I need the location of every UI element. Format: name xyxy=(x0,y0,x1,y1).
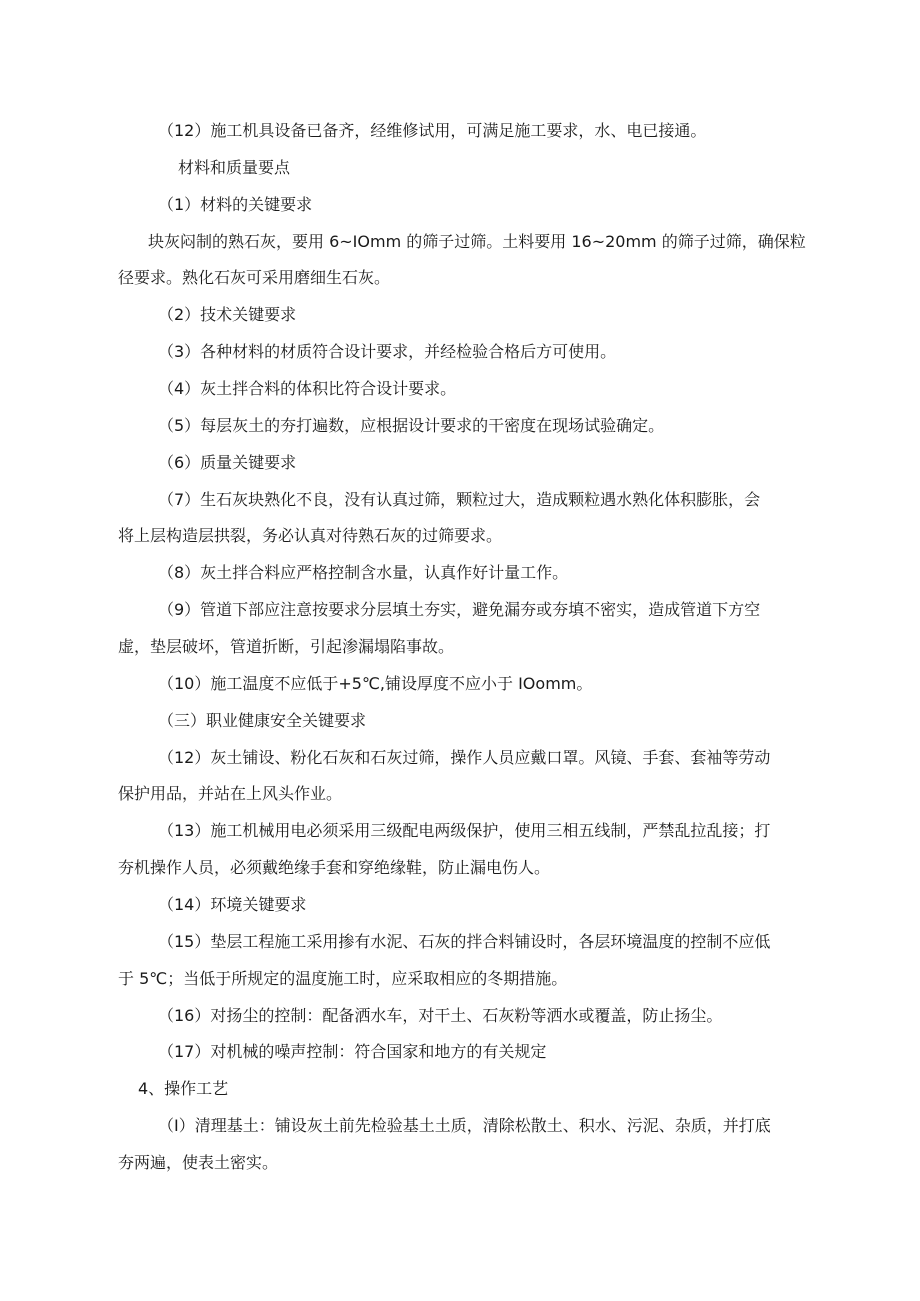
paragraph-line: 径要求。熟化石灰可采用磨细生石灰。 xyxy=(118,268,391,287)
paragraph-line: （5）每层灰土的夯打遍数，应根据设计要求的干密度在现场试验确定。 xyxy=(158,416,665,435)
section-heading: 4、操作工艺 xyxy=(138,1079,229,1098)
paragraph-line: （10）施工温度不应低于+5℃,铺设厚度不应小于 IOomm。 xyxy=(158,674,593,693)
paragraph-line: （3）各种材料的材质符合设计要求，并经检验合格后方可使用。 xyxy=(158,342,617,361)
paragraph-line: （9）管道下部应注意按要求分层填土夯实，避免漏夯或夯填不密实，造成管道下方空 xyxy=(158,600,761,619)
paragraph-line: 夯两遍，使表土密实。 xyxy=(118,1153,279,1172)
paragraph-line: （13）施工机械用电必须采用三级配电两级保护，使用三相五线制，严禁乱拉乱接；打 xyxy=(158,821,771,840)
paragraph-line: （8）灰土拌合料应严格控制含水量，认真作好计量工作。 xyxy=(158,563,569,582)
paragraph-line: （7）生石灰块熟化不良，没有认真过筛，颗粒过大，造成颗粒遇水熟化体积膨胀，会 xyxy=(158,490,761,509)
subsection-heading: （2）技术关键要求 xyxy=(158,305,297,324)
section-heading: 材料和质量要点 xyxy=(178,158,291,177)
subsection-heading: （6）质量关键要求 xyxy=(158,453,297,472)
subsection-heading: （14）环境关键要求 xyxy=(158,895,307,914)
paragraph-line: （15）垫层工程施工采用掺有水泥、石灰的拌合料铺设时，各层环境温度的控制不应低 xyxy=(158,932,771,951)
paragraph-line: 于 5℃；当低于所规定的温度施工时，应采取相应的冬期措施。 xyxy=(118,969,568,988)
paragraph-line: 块灰闷制的熟石灰，要用 6~IOmm 的筛子过筛。土料要用 16~20mm 的筛子过筛，确保粒 xyxy=(148,232,806,251)
paragraph-line: （17）对机械的噪声控制：符合国家和地方的有关规定 xyxy=(158,1042,547,1061)
paragraph-line: （16）对扬尘的控制：配备洒水车，对干土、石灰粉等洒水或覆盖，防止扬尘。 xyxy=(158,1006,723,1025)
paragraph-line: （12）施工机具设备已备齐，经维修试用，可满足施工要求，水、电已接通。 xyxy=(158,121,707,140)
paragraph-line: （12）灰土铺设、粉化石灰和石灰过筛，操作人员应戴口罩。风镜、手套、套袖等劳动 xyxy=(158,748,771,767)
subsection-heading: （1）材料的关键要求 xyxy=(158,195,313,214)
paragraph-line: 夯机操作人员，必须戴绝缘手套和穿绝缘鞋，防止漏电伤人。 xyxy=(118,858,551,877)
paragraph-line: 将上层构造层拱裂，务必认真对待熟石灰的过筛要求。 xyxy=(118,526,503,545)
section-heading: （三）职业健康安全关键要求 xyxy=(158,711,367,730)
paragraph-line: 虚，垫层破坏，管道折断，引起渗漏塌陷事故。 xyxy=(118,637,455,656)
paragraph-line: （I）清理基土：铺设灰土前先检验基土土质，清除松散土、积水、污泥、杂质，并打底 xyxy=(158,1116,771,1135)
paragraph-line: （4）灰土拌合料的体积比符合设计要求。 xyxy=(158,379,457,398)
paragraph-line: 保护用品，并站在上风头作业。 xyxy=(118,784,343,803)
